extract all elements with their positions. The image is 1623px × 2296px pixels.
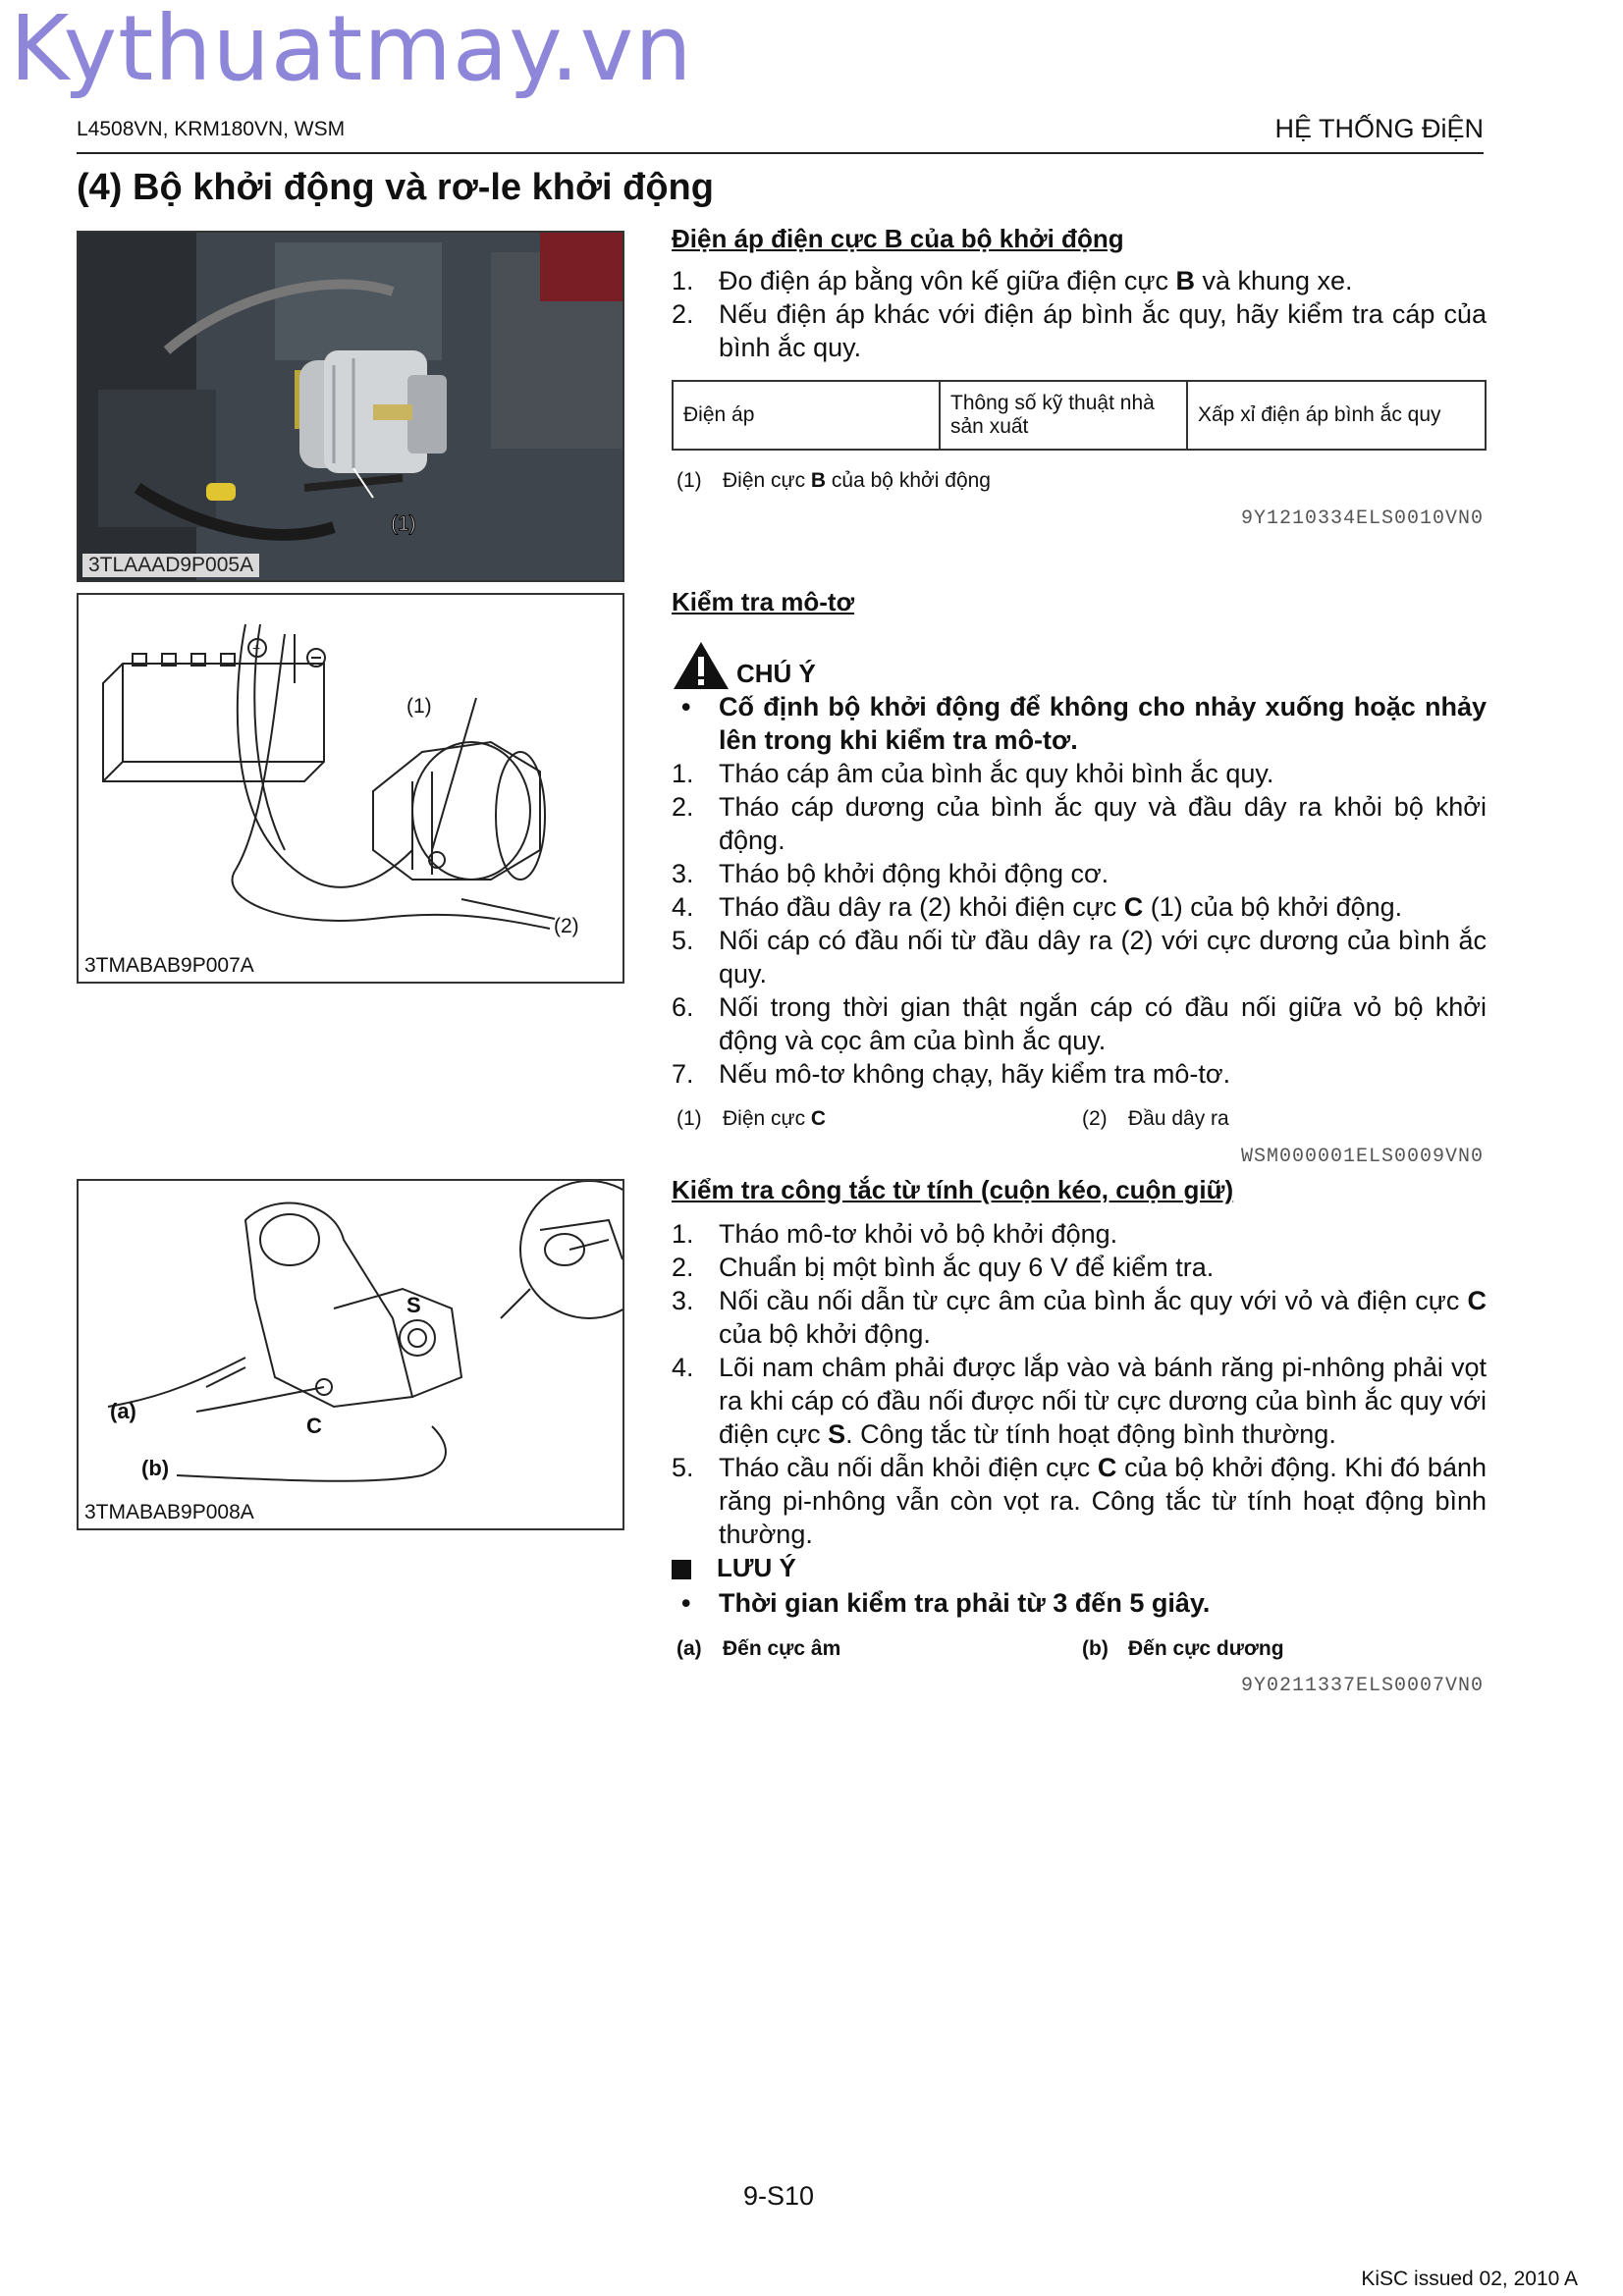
list-item: 7. Nếu mô-tơ không chạy, hãy kiểm tra mô-tơ. [672,1059,1231,1089]
motor-test-drawing [79,595,622,982]
b-voltage-steps [672,264,1487,364]
header-rule [77,152,1484,154]
figure-label: 3TLAAAD9P005A [82,554,259,577]
warning-icon [672,640,730,696]
list-item: 1. Tháo mô-tơ khỏi vỏ bộ khởi động. [672,1219,1118,1249]
callout-b: (b) [141,1456,170,1480]
caution-title: CHÚ Ý [736,659,816,688]
issue-info: KiSC issued 02, 2010 A [1361,2268,1578,2290]
caution-text: • Cố định bộ khởi động để không cho nhảy xuống hoặc nhảy lên trong khi kiểm tra mô-tơ. [681,692,1487,755]
switch-test-diagram [77,1179,624,1530]
starter-photo [77,231,624,582]
watermark: Kythuatmay.vn [10,0,693,101]
header-models: L4508VN, KRM180VN, WSM [77,118,346,140]
legend-b: (b) Đến cực dương [1082,1637,1284,1660]
callout-1: (1) [391,512,416,535]
spec-value: Xấp xỉ điện áp bình ắc quy [1187,381,1486,450]
starter-photo-image [79,233,622,580]
section-title: (4) Bộ khởi động và rơ-le khởi động [77,167,714,208]
spec-table [672,380,1487,451]
legend-a: (a) Đến cực âm [676,1637,841,1660]
doc-code: WSM000001ELS0009VN0 [1240,1146,1484,1168]
list-item: 1. Tháo cáp âm của bình ắc quy khỏi bình ắc quy. [672,759,1274,788]
list-item: 2. Chuẩn bị một bình ắc quy 6 V để kiểm tra. [672,1253,1215,1282]
callout-s: S [406,1293,421,1317]
doc-code: 9Y1210334ELS0010VN0 [1240,507,1484,530]
callout-c: C [306,1414,322,1438]
list-item: 2. Tháo cáp dương của bình ắc quy và đầu dây ra khỏi bộ khởi động. [672,792,1487,855]
list-item: 6. Nối trong thời gian thật ngắn cáp có đầu nối giữa vỏ bộ khởi động và cọc âm của bình ắc quy. [672,992,1487,1055]
list-item: 4. Lõi nam châm phải được lắp vào và bánh răng pi-nhông phải vọt ra khi cáp có đầu nối được nối từ cực dương của bình ắc quy với điện cực S. Công tắc từ tính hoạt động bình thường. [672,1353,1487,1449]
list-item: 5. Tháo cầu nối dẫn khỏi điện cực C của bộ khởi động. Khi đó bánh răng pi-nhông vẫn còn vọt ra. Công tắc từ tính hoạt động bình thường. [672,1453,1487,1549]
list-item: 2. Nếu điện áp khác với điện áp bình ắc quy, hãy kiểm tra cáp của bình ắc quy. [672,299,1487,362]
switch-steps [672,1217,1487,1551]
note-text: • Thời gian kiểm tra phải từ 3 đến 5 giây. [681,1588,1211,1618]
callout-1: (1) [406,695,432,718]
list-item: 3. Tháo bộ khởi động khỏi động cơ. [672,859,1109,888]
callout-a: (a) [110,1399,136,1423]
motor-steps [672,757,1487,1091]
list-item: 3. Nối cầu nối dẫn từ cực âm của bình ắc quy với vỏ và điện cực C của bộ khởi động. [672,1286,1487,1349]
square-bullet-icon [672,1560,691,1579]
b-note: (1) Điện cực B của bộ khởi động [676,469,991,492]
heading-b-voltage: Điện áp điện cực B của bộ khởi động [672,224,1124,253]
figure-label: 3TMABAB9P008A [84,1501,254,1523]
doc-code: 9Y0211337ELS0007VN0 [1240,1675,1484,1697]
heading-motor-check: Kiểm tra mô-tơ [672,587,855,616]
heading-switch-check: Kiểm tra công tắc từ tính (cuộn kéo, cuộn giữ) [672,1175,1234,1204]
page-number: 9-S10 [743,2181,815,2211]
spec-label: Điện áp [673,381,940,450]
svg-text:+: + [252,640,261,656]
figure-label: 3TMABAB9P007A [84,954,254,977]
list-item: 5. Nối cáp có đầu nối từ đầu dây ra (2) với cực dương của bình ắc quy. [672,926,1487,988]
list-item: 1. Đo điện áp bằng vôn kế giữa điện cực B và khung xe. [672,266,1353,295]
motor-test-diagram [77,593,624,984]
note-title: LƯU Ý [717,1553,796,1582]
list-item: 4. Tháo đầu dây ra (2) khỏi điện cực C (1) của bộ khởi động. [672,892,1403,922]
callout-2: (2) [554,915,579,937]
spec-header: Thông số kỹ thuật nhà sản xuất [940,381,1187,450]
motor-note-2: (2) Đầu dây ra [1082,1107,1229,1130]
motor-note-1: (1) Điện cực C [676,1107,827,1130]
header-section: HỆ THỐNG ĐiỆN [1274,114,1484,143]
